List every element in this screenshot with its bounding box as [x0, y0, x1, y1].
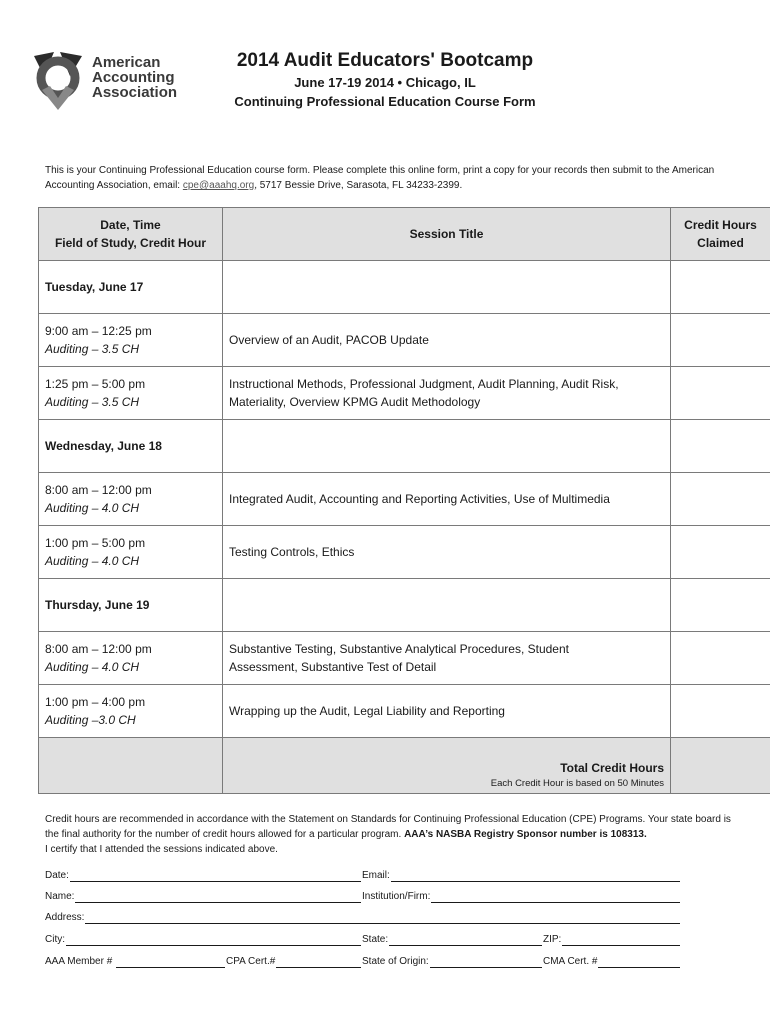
session-title-line: Substantive Testing, Substantive Analytical Procedures, Student	[229, 642, 569, 656]
session-title-line: Overview of an Audit, PACOB Update	[229, 333, 429, 347]
session-time-cell	[39, 314, 223, 367]
aaa-member-label: AAA Member #	[45, 956, 113, 967]
institution-field[interactable]	[362, 891, 680, 903]
day-credit-cell	[671, 579, 770, 632]
day-credit-cell	[671, 420, 770, 473]
session-time-cell	[39, 526, 223, 579]
name-label: Name:	[45, 891, 75, 902]
aaa-member-line[interactable]	[116, 956, 225, 968]
zip-line[interactable]	[562, 934, 680, 946]
certify-statement: I certify that I attended the sessions indicated above.	[45, 844, 278, 855]
intro-text: This is your Continuing Professional Education course form. Please complete this online form, print a copy for your records then submit to the American Accounting Association, email:	[45, 165, 715, 191]
city-label: City:	[45, 934, 65, 945]
session-time: 1:25 pm – 5:00 pm	[45, 377, 146, 391]
email-field[interactable]	[362, 870, 680, 882]
day-row	[39, 420, 770, 473]
session-time-cell	[39, 632, 223, 685]
session-title-line: Wrapping up the Audit, Legal Liability and Reporting	[229, 704, 505, 718]
name-line[interactable]	[75, 891, 361, 903]
event-date-location: June 17-19 2014 • Chicago, IL	[294, 75, 476, 90]
session-title-line: Testing Controls, Ethics	[229, 545, 355, 559]
session-time: 9:00 am – 12:25 pm	[45, 324, 152, 338]
session-row	[39, 314, 770, 367]
table-header-row	[39, 208, 770, 261]
cpa-cert-field[interactable]	[226, 956, 361, 968]
session-table	[38, 207, 770, 794]
header-date-time	[39, 208, 223, 261]
nasba-sponsor-number: AAA’s NASBA Registry Sponsor number is 108313.	[404, 829, 647, 840]
logo-wordmark	[92, 55, 177, 100]
total-credit-hours-label: Total Credit Hours	[560, 761, 664, 775]
credit-hour-note: Each Credit Hour is based on 50 Minutes	[490, 778, 664, 789]
session-credit: Auditing – 3.5 CH	[45, 342, 140, 356]
session-credit: Auditing –3.0 CH	[45, 713, 136, 727]
session-title	[223, 685, 671, 738]
session-time: 8:00 am – 12:00 pm	[45, 483, 152, 497]
email-line[interactable]	[391, 870, 680, 882]
logo-line: Association	[92, 84, 178, 101]
total-row	[39, 738, 770, 794]
session-row	[39, 473, 770, 526]
header-line: Claimed	[697, 236, 744, 250]
cma-cert-line[interactable]	[598, 956, 680, 968]
day-row	[39, 579, 770, 632]
session-row	[39, 685, 770, 738]
logo-line: American	[92, 54, 161, 71]
total-label-cell	[223, 738, 671, 794]
credit-claimed-field[interactable]	[671, 685, 770, 738]
day-label: Thursday, June 19	[39, 579, 223, 632]
aaa-logo	[30, 48, 190, 114]
credit-claimed-field[interactable]	[671, 526, 770, 579]
address-field[interactable]	[45, 912, 680, 924]
city-field[interactable]	[45, 934, 361, 946]
state-field[interactable]	[362, 934, 542, 946]
session-title-line: Integrated Audit, Accounting and Reporting Activities, Use of Multimedia	[229, 492, 610, 506]
intro-address: , 5717 Bessie Drive, Sarasota, FL 34233-2399.	[254, 180, 463, 191]
day-title-cell	[223, 579, 671, 632]
session-time: 1:00 pm – 4:00 pm	[45, 695, 146, 709]
email-link[interactable]: cpe@aaahq.org	[182, 180, 255, 191]
session-row	[39, 632, 770, 685]
session-title-line: Assessment, Substantive Test of Detail	[229, 660, 437, 674]
state-of-origin-line[interactable]	[430, 956, 542, 968]
session-time: 1:00 pm – 5:00 pm	[45, 536, 146, 550]
date-field[interactable]	[45, 870, 361, 882]
notes-text: Credit hours are recommended in accordance with the Statement on Standards for Continuing Professional Education (CPE) Programs. Your state board is the final authority for the number of credit hours allowed for a particular program.	[45, 814, 731, 840]
session-title-line: Instructional Methods, Professional Judgment, Audit Planning, Audit Risk,	[229, 377, 619, 391]
state-of-origin-label: State of Origin:	[362, 956, 429, 967]
session-title	[223, 314, 671, 367]
header-credit-hours	[671, 208, 770, 261]
session-title-line: Materiality, Overview KPMG Audit Methodology	[229, 395, 481, 409]
session-time-cell	[39, 473, 223, 526]
aaa-member-field[interactable]	[45, 956, 225, 968]
address-line[interactable]	[85, 912, 680, 924]
day-label: Wednesday, June 18	[39, 420, 223, 473]
session-credit: Auditing – 4.0 CH	[45, 501, 140, 515]
email-label: Email:	[362, 870, 390, 881]
session-row	[39, 526, 770, 579]
credit-claimed-field[interactable]	[671, 473, 770, 526]
day-row	[39, 261, 770, 314]
zip-label: ZIP:	[543, 934, 562, 945]
date-line[interactable]	[70, 870, 361, 882]
address-label: Address:	[45, 912, 85, 923]
state-label: State:	[362, 934, 389, 945]
session-time-cell	[39, 685, 223, 738]
date-label: Date:	[45, 870, 69, 881]
name-field[interactable]	[45, 891, 361, 903]
day-credit-cell	[671, 261, 770, 314]
total-credit-field[interactable]	[671, 738, 770, 794]
page-title: 2014 Audit Educators' Bootcamp	[236, 50, 534, 71]
credit-claimed-field[interactable]	[671, 314, 770, 367]
session-time-cell	[39, 367, 223, 420]
session-title	[223, 473, 671, 526]
cma-cert-field[interactable]	[543, 956, 680, 968]
cma-cert-label: CMA Cert. #	[543, 956, 598, 967]
aaa-emblem-icon	[30, 50, 86, 112]
day-title-cell	[223, 261, 671, 314]
total-empty-cell	[39, 738, 223, 794]
session-time: 8:00 am – 12:00 pm	[45, 642, 152, 656]
intro-paragraph	[45, 163, 735, 193]
session-row	[39, 367, 770, 420]
form-name: Continuing Professional Education Course Form	[234, 94, 536, 109]
cpa-cert-label: CPA Cert.#	[226, 956, 276, 967]
session-credit: Auditing – 4.0 CH	[45, 660, 140, 674]
session-title	[223, 632, 671, 685]
state-of-origin-field[interactable]	[362, 956, 542, 968]
cpe-notes	[45, 812, 735, 857]
credit-claimed-field[interactable]	[671, 367, 770, 420]
state-line[interactable]	[389, 934, 542, 946]
credit-claimed-field[interactable]	[671, 632, 770, 685]
header-line: Field of Study, Credit Hour	[54, 236, 207, 250]
day-title-cell	[223, 420, 671, 473]
cpa-cert-line[interactable]	[276, 956, 361, 968]
institution-label: Institution/Firm:	[362, 891, 431, 902]
header-line: Date, Time	[100, 218, 161, 232]
institution-line[interactable]	[431, 891, 680, 903]
session-credit: Auditing – 3.5 CH	[45, 395, 140, 409]
day-label: Tuesday, June 17	[39, 261, 223, 314]
zip-field[interactable]	[543, 934, 680, 946]
city-line[interactable]	[66, 934, 361, 946]
header-line: Credit Hours	[684, 218, 757, 232]
logo-line: Accounting	[92, 69, 175, 86]
header-session-title: Session Title	[223, 208, 671, 261]
session-title	[223, 367, 671, 420]
session-credit: Auditing – 4.0 CH	[45, 554, 140, 568]
session-title	[223, 526, 671, 579]
